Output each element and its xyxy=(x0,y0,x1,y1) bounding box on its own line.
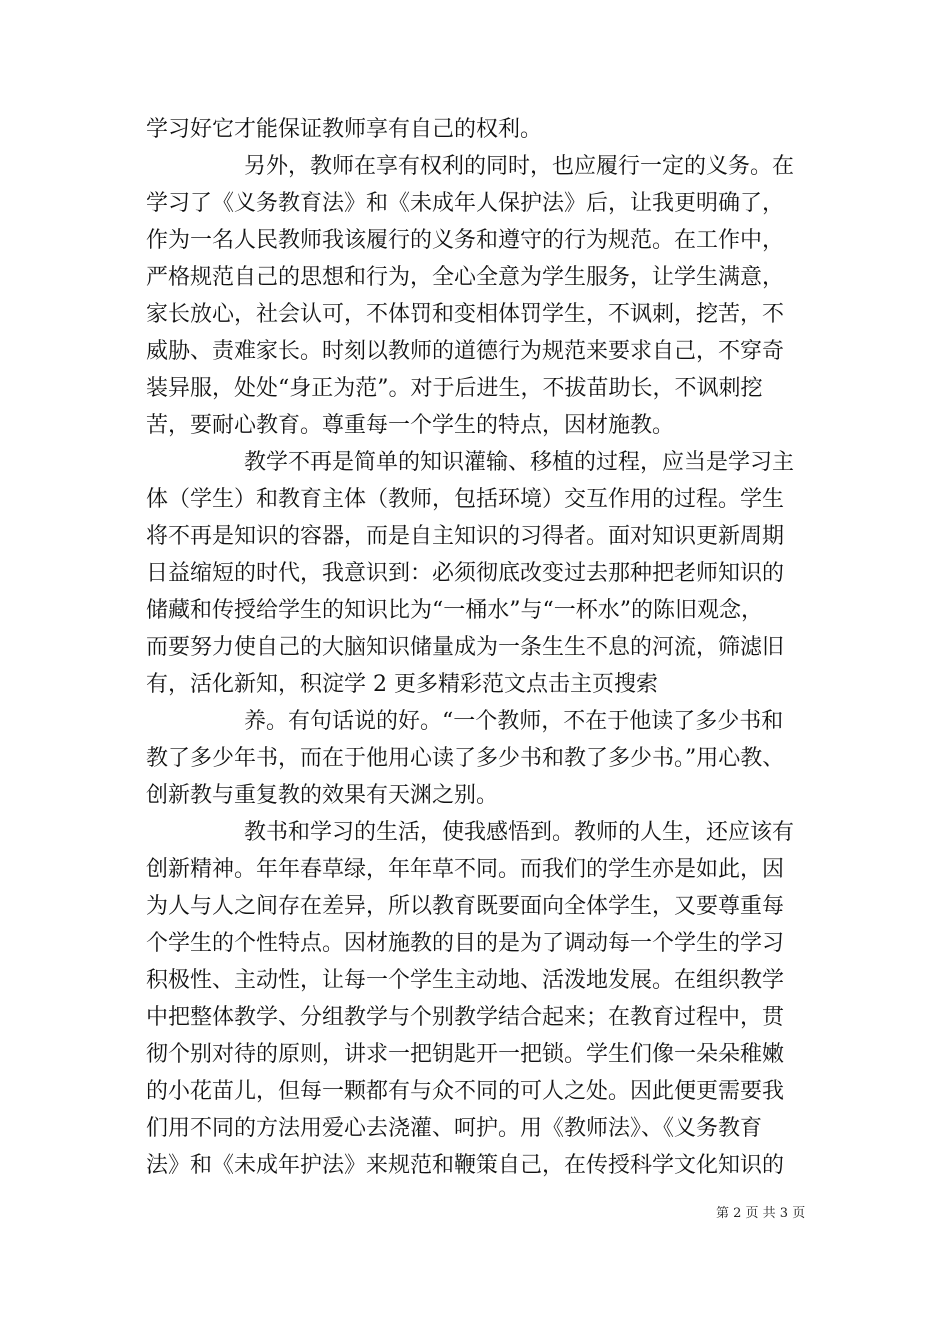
text-line: 家长放心，社会认可，不体罚和变相体罚学生，不讽刺，挖苦，不 xyxy=(146,302,785,327)
text-line: 教书和学习的生活，使我感悟到。教师的人生，还应该有 xyxy=(244,820,795,845)
text-line: 们用不同的方法用爱心去浇灌、呵护。用《教师法》、《义务教育 xyxy=(146,1116,763,1141)
text-line: 的小花苗儿，但每一颗都有与众不同的可人之处。因此便更需要我 xyxy=(146,1079,785,1104)
text-line: 苦，要耐心教育。尊重每一个学生的特点，因材施教。 xyxy=(146,413,675,438)
text-line: 创新精神。年年春草绿，年年草不同。而我们的学生亦是如此，因 xyxy=(146,857,785,882)
text-line: 创新教与重复教的效果有天渊之别。 xyxy=(146,783,499,808)
text-line: 有，活化新知，积淀学 2 更多精彩范文点击主页搜索 xyxy=(146,672,658,697)
text-line: 学习好它才能保证教师享有自己的权利。 xyxy=(146,117,543,142)
body-text xyxy=(146,111,826,1184)
text-line: 中把整体教学、分组教学与个别教学结合起来；在教育过程中，贯 xyxy=(146,1005,785,1030)
text-line: 法》和《未成年护法》来规范和鞭策自己，在传授科学文化知识的 xyxy=(146,1153,785,1178)
text-line: 装异服，处处“身正为范”。对于后进生，不拔苗助长，不讽刺挖 xyxy=(146,376,763,401)
page-number-footer: 第 2 页 共 3 页 xyxy=(716,1206,806,1221)
text-line: 作为一名人民教师我该履行的义务和遵守的行为规范。在工作中， xyxy=(146,228,785,253)
text-line: 彻个别对待的原则，讲求一把钥匙开一把锁。学生们像一朵朵稚嫩 xyxy=(146,1042,785,1067)
text-line: 个学生的个性特点。因材施教的目的是为了调动每一个学生的学习 xyxy=(146,931,785,956)
text-line: 积极性、主动性，让每一个学生主动地、活泼地发展。在组织教学 xyxy=(146,968,785,993)
text-line: 教了多少年书，而在于他用心读了多少书和教了多少书。”用心教、 xyxy=(146,746,785,771)
text-line: 教学不再是简单的知识灌输、移植的过程，应当是学习主 xyxy=(244,450,795,475)
text-line: 严格规范自己的思想和行为，全心全意为学生服务，让学生满意， xyxy=(146,265,785,290)
text-line: 养。有句话说的好。“一个教师，不在于他读了多少书和 xyxy=(244,709,784,734)
text-line: 而要努力使自己的大脑知识储量成为一条生生不息的河流，筛滤旧 xyxy=(146,635,785,660)
text-line: 将不再是知识的容器，而是自主知识的习得者。面对知识更新周期 xyxy=(146,524,785,549)
text-line: 储藏和传授给学生的知识比为“一桶水”与“一杯水”的陈旧观念， xyxy=(146,598,763,623)
text-line: 体（学生）和教育主体（教师，包括环境）交互作用的过程。学生 xyxy=(146,487,785,512)
text-line: 学习了《义务教育法》和《未成年人保护法》后，让我更明确了， xyxy=(146,191,785,216)
text-line: 为人与人之间存在差异，所以教育既要面向全体学生，又要尊重每 xyxy=(146,894,785,919)
text-line: 日益缩短的时代，我意识到：必须彻底改变过去那种把老师知识的 xyxy=(146,561,785,586)
text-line: 另外，教师在享有权利的同时，也应履行一定的义务。在 xyxy=(244,154,795,179)
text-line: 威胁、责难家长。时刻以教师的道德行为规范来要求自己，不穿奇 xyxy=(146,339,785,364)
